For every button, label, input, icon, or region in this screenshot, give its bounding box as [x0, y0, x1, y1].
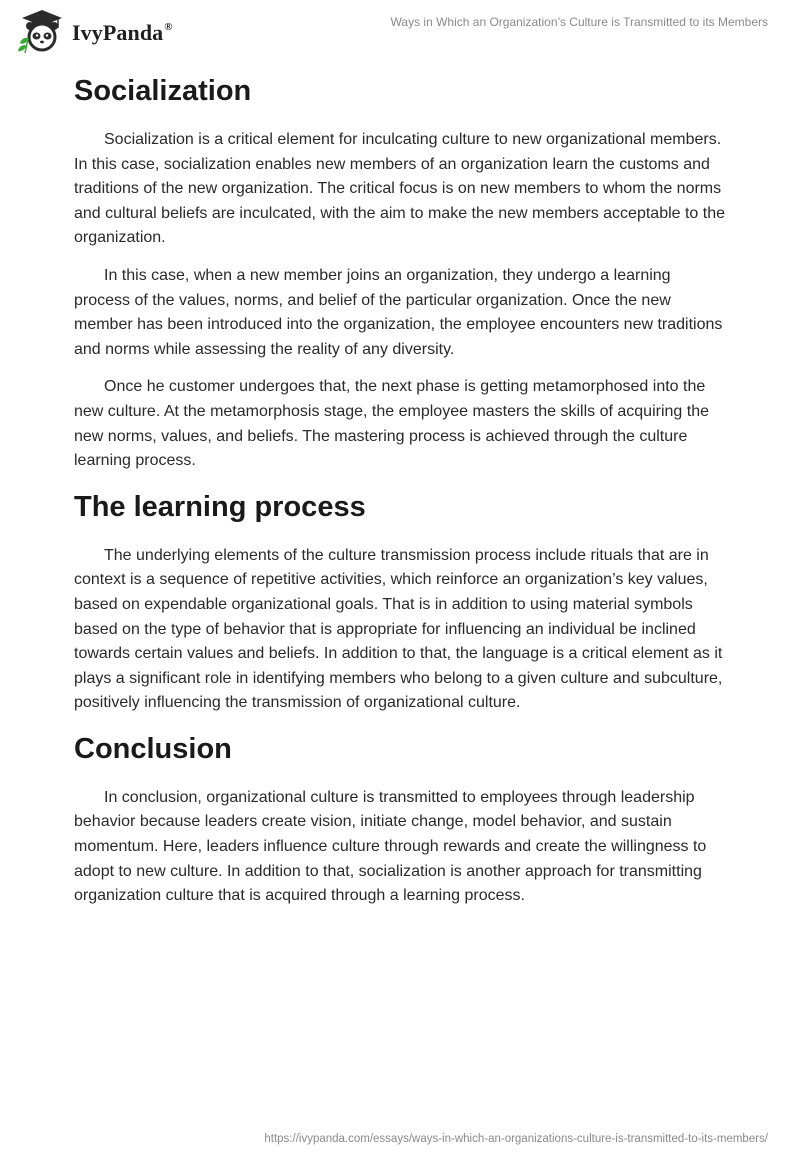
section-conclusion [74, 730, 726, 909]
source-url-link[interactable]: https://ivypanda.com/essays/ways-in-which-an-organizations-culture-is-transmitted-to-its-members/ [264, 1133, 768, 1145]
section-heading: Socialization [74, 75, 252, 107]
section-learning-process [74, 488, 726, 716]
page-header [0, 0, 800, 60]
section-heading: The learning process [74, 490, 366, 523]
paragraph: In conclusion, organizational culture is transmitted to employees through leadership behavior because leaders create vision, initiate change, model behavior, and sustain momentum. Here, leaders influence culture through rewards and create the willingness to adopt to new culture. In addition to that, socialization is another approach for transmitting organization culture that is acquired through a learning process. [74, 788, 707, 905]
section-heading: Conclusion [74, 732, 232, 765]
paragraph: The underlying elements of the culture transmission process include rituals that are in context is a sequence of repetitive activities, which reinforce an organization’s key values, based on expendable organizational goals. That is in addition to using material symbols based on the type of behavior that is appropriate for influencing an individual be inclined towards certain values and beliefs. In addition to that, the language is a critical element as it plays a significant role in identifying members who belong to a given culture and subculture, positively influencing the transmission of organizational culture. [74, 546, 723, 712]
ivypanda-logo[interactable] [16, 9, 173, 53]
essay-content [74, 72, 726, 923]
paragraph: Once he customer undergoes that, the next phase is getting metamorphosed into the new culture. At the metamorphosis stage, the employee masters the skills of acquiring the new norms, values, and beliefs. The mastering process is achieved through the culture learning process. [74, 378, 709, 470]
paragraph: Socialization is a critical element for inculcating culture to new organizational members. In this case, socialization enables new members of an organization learn the customs and traditions of the new organization. The critical focus is on new members to whom the norms and cultural beliefs are inculcated, with the aim to make the new members acceptable to the organization. [74, 131, 726, 247]
document-title: Ways in Which an Organization’s Culture is Transmitted to its Members [390, 15, 768, 29]
registered-mark: ® [164, 20, 173, 33]
brand-name: IvyPanda® [72, 20, 173, 45]
paragraph: In this case, when a new member joins an organization, they undergo a learning process of the values, norms, and belief of the particular organization. Once the new member has been introduced into the organization, the employee encounters new traditions and norms while assessing the reality of any diversity. [74, 266, 723, 358]
section-socialization [74, 72, 726, 474]
panda-logo-icon [16, 9, 68, 53]
